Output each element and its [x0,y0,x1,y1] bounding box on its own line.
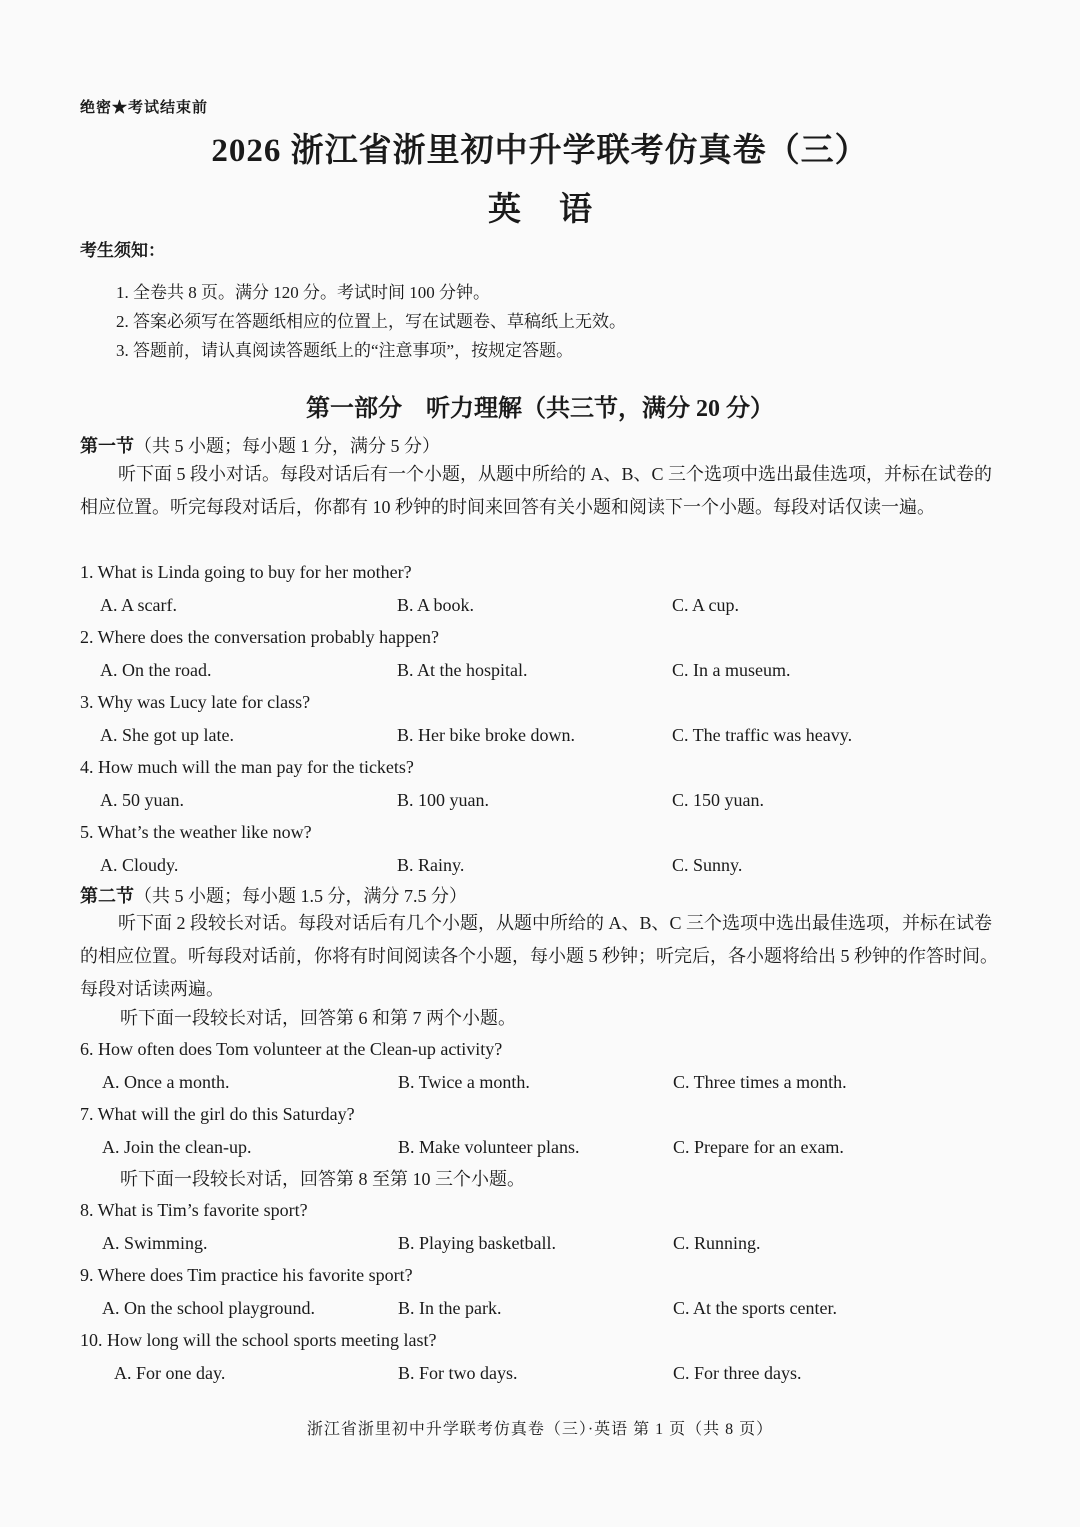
dialogue-lead: 听下面一段较长对话，回答第 6 和第 7 两个小题。 [120,1008,516,1028]
option-a: A. On the school playground. [102,1298,315,1318]
option-b: B. Her bike broke down. [397,725,575,745]
confidential-label: 绝密★考试结束前 [80,100,209,116]
option-a: A. She got up late. [100,725,234,745]
option-a: A. For one day. [114,1363,226,1383]
option-c: C. Prepare for an exam. [673,1137,844,1157]
option-c: C. 150 yuan. [672,790,764,810]
option-a: A. 50 yuan. [100,790,184,810]
question: 8. What is Tim’s favorite sport? [80,1200,308,1220]
option-b: B. 100 yuan. [397,790,489,810]
option-b: B. Rainy. [397,855,465,875]
option-a: A. Swimming. [102,1233,208,1253]
notice-item: 3. 答题前，请认真阅读答题纸上的“注意事项”，按规定答题。 [116,341,574,360]
option-c: C. Three times a month. [673,1072,847,1092]
exam-title: 2026 浙江省浙里初中升学联考仿真卷（三） [211,133,869,169]
option-a: A. Join the clean-up. [102,1137,252,1157]
instructions-text: 听下面 2 段较长对话。每段对话后有几个小题，从题中所给的 A、B、C 三个选项中选出最佳选项，并标在试卷的相应位置。听每段对话前，你将有时间阅读各个小题，每小题 5 秒钟；听完后，各小题将给出 5 秒钟的作答时间。每段对话读两遍。 [80,913,998,999]
option-c: C. The traffic was heavy. [672,725,853,745]
option-c: C. At the sports center. [673,1298,837,1318]
question: 6. How often does Tom volunteer at the Clean-up activity? [80,1039,503,1059]
option-b: B. Make volunteer plans. [398,1137,580,1157]
instructions-text: 听下面 5 段小对话。每段对话后有一个小题，从题中所给的 A、B、C 三个选项中选出最佳选项，并标在试卷的相应位置。听完每段对话后，你都有 10 秒钟的时间来回答有关小题和阅读下一个小题。每段对话仅读一遍。 [80,464,993,517]
section-heading [80,432,440,458]
subject-title: 英语 [488,192,630,228]
question: 7. What will the girl do this Saturday? [80,1104,355,1124]
question: 2. Where does the conversation probably happen? [80,627,440,647]
section-label: 第二节 [80,886,134,906]
page-footer: 浙江省浙里初中升学联考仿真卷（三）·英语 第 1 页（共 8 页） [306,1421,774,1438]
option-b: B. Playing basketball. [398,1233,556,1253]
question: 4. How much will the man pay for the tickets? [80,757,414,777]
section-heading [80,882,467,908]
option-c: C. Running. [673,1233,761,1253]
question: 10. How long will the school sports meeting last? [80,1330,437,1350]
option-b: B. In the park. [398,1298,502,1318]
option-c: C. For three days. [673,1363,802,1383]
section-instructions [80,907,1005,1006]
notice-item: 2. 答案必须写在答题纸相应的位置上，写在试题卷、草稿纸上无效。 [116,312,626,331]
notice-heading: 考生须知： [80,241,165,260]
part-title: 第一部分 听力理解（共三节，满分 20 分） [306,396,774,422]
option-a: A. A scarf. [100,595,177,615]
option-b: B. Twice a month. [398,1072,530,1092]
question: 3. Why was Lucy late for class? [80,692,311,712]
question: 1. What is Linda going to buy for her mother? [80,562,412,582]
option-c: C. A cup. [672,595,740,615]
section-label: 第一节 [80,436,134,456]
option-a: A. Cloudy. [100,855,179,875]
section-meta: （共 5 小题；每小题 1.5 分，满分 7.5 分） [134,886,467,906]
notice-item: 1. 全卷共 8 页。满分 120 分。考试时间 100 分钟。 [116,283,490,302]
option-c: C. In a museum. [672,660,791,680]
question: 9. Where does Tim practice his favorite sport? [80,1265,413,1285]
option-a: A. Once a month. [102,1072,230,1092]
option-c: C. Sunny. [672,855,743,875]
section-meta: （共 5 小题；每小题 1 分，满分 5 分） [134,436,440,456]
option-a: A. On the road. [100,660,212,680]
option-b: B. At the hospital. [397,660,528,680]
section-instructions [80,458,1005,524]
question: 5. What’s the weather like now? [80,822,312,842]
dialogue-lead: 听下面一段较长对话，回答第 8 至第 10 三个小题。 [120,1169,525,1189]
option-b: B. A book. [397,595,475,615]
option-b: B. For two days. [398,1363,518,1383]
